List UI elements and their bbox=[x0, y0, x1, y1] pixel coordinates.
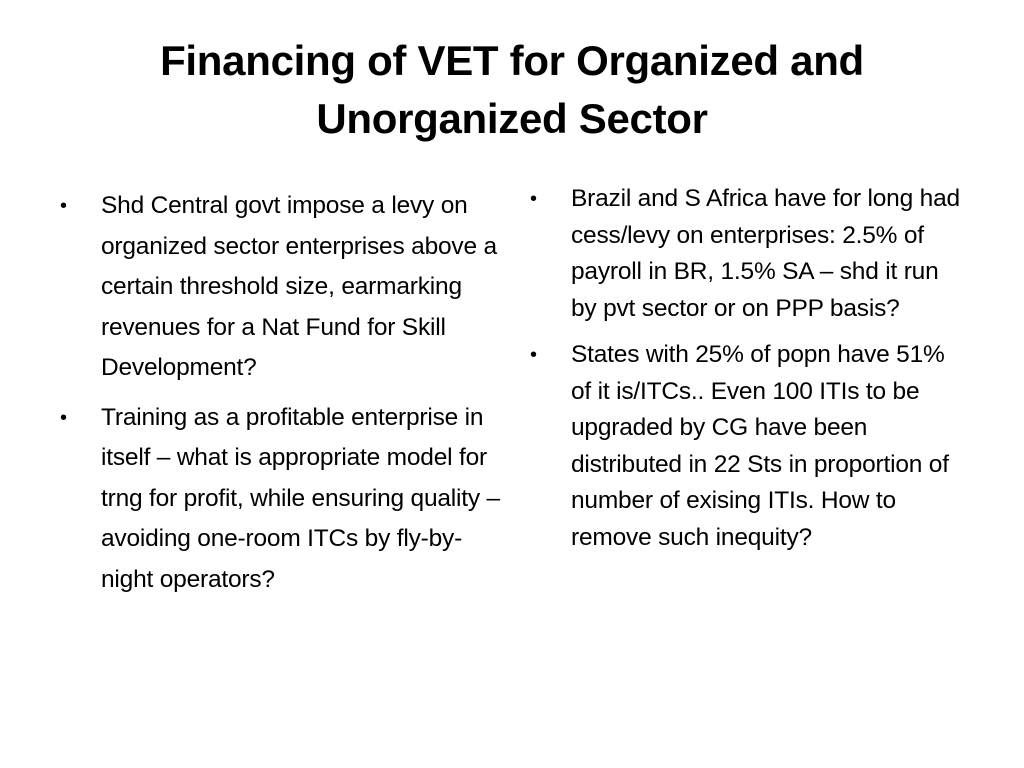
bullet-item bbox=[530, 181, 970, 327]
bullet-item bbox=[60, 186, 500, 389]
right-bullet-list bbox=[530, 181, 970, 566]
bullet-icon: • bbox=[530, 188, 537, 210]
bullet-item bbox=[530, 337, 970, 556]
slide-title: Financing of VET for Organized and Unorganized Sector bbox=[160, 37, 864, 142]
bullet-item bbox=[60, 398, 500, 601]
bullet-text: Training as a profitable enterprise in itself – what is appropriate model for trng for profit, while ensuring quality – avoiding one-room ITCs by fly-by-night operators? bbox=[101, 403, 500, 593]
bullet-text: Shd Central govt impose a levy on organized sector enterprises above a certain threshold size, earmarking revenues for a Nat Fund for Skill Development? bbox=[101, 192, 497, 381]
bullet-icon: • bbox=[60, 406, 67, 429]
left-bullet-list bbox=[60, 186, 500, 609]
bullet-icon: • bbox=[60, 195, 67, 217]
bullet-icon: • bbox=[530, 344, 537, 366]
bullet-text: Brazil and S Africa have for long had cess/levy on enterprises: 2.5% of payroll in BR, 1.5% SA – shd it run by pvt sector or on PPP basis? bbox=[571, 185, 960, 322]
bullet-text: States with 25% of popn have 51% of it is/ITCs.. Even 100 ITIs to be upgraded by CG have been distributed in 22 Sts in proportion of number of exising ITIs. How to remove such inequity? bbox=[571, 341, 949, 551]
